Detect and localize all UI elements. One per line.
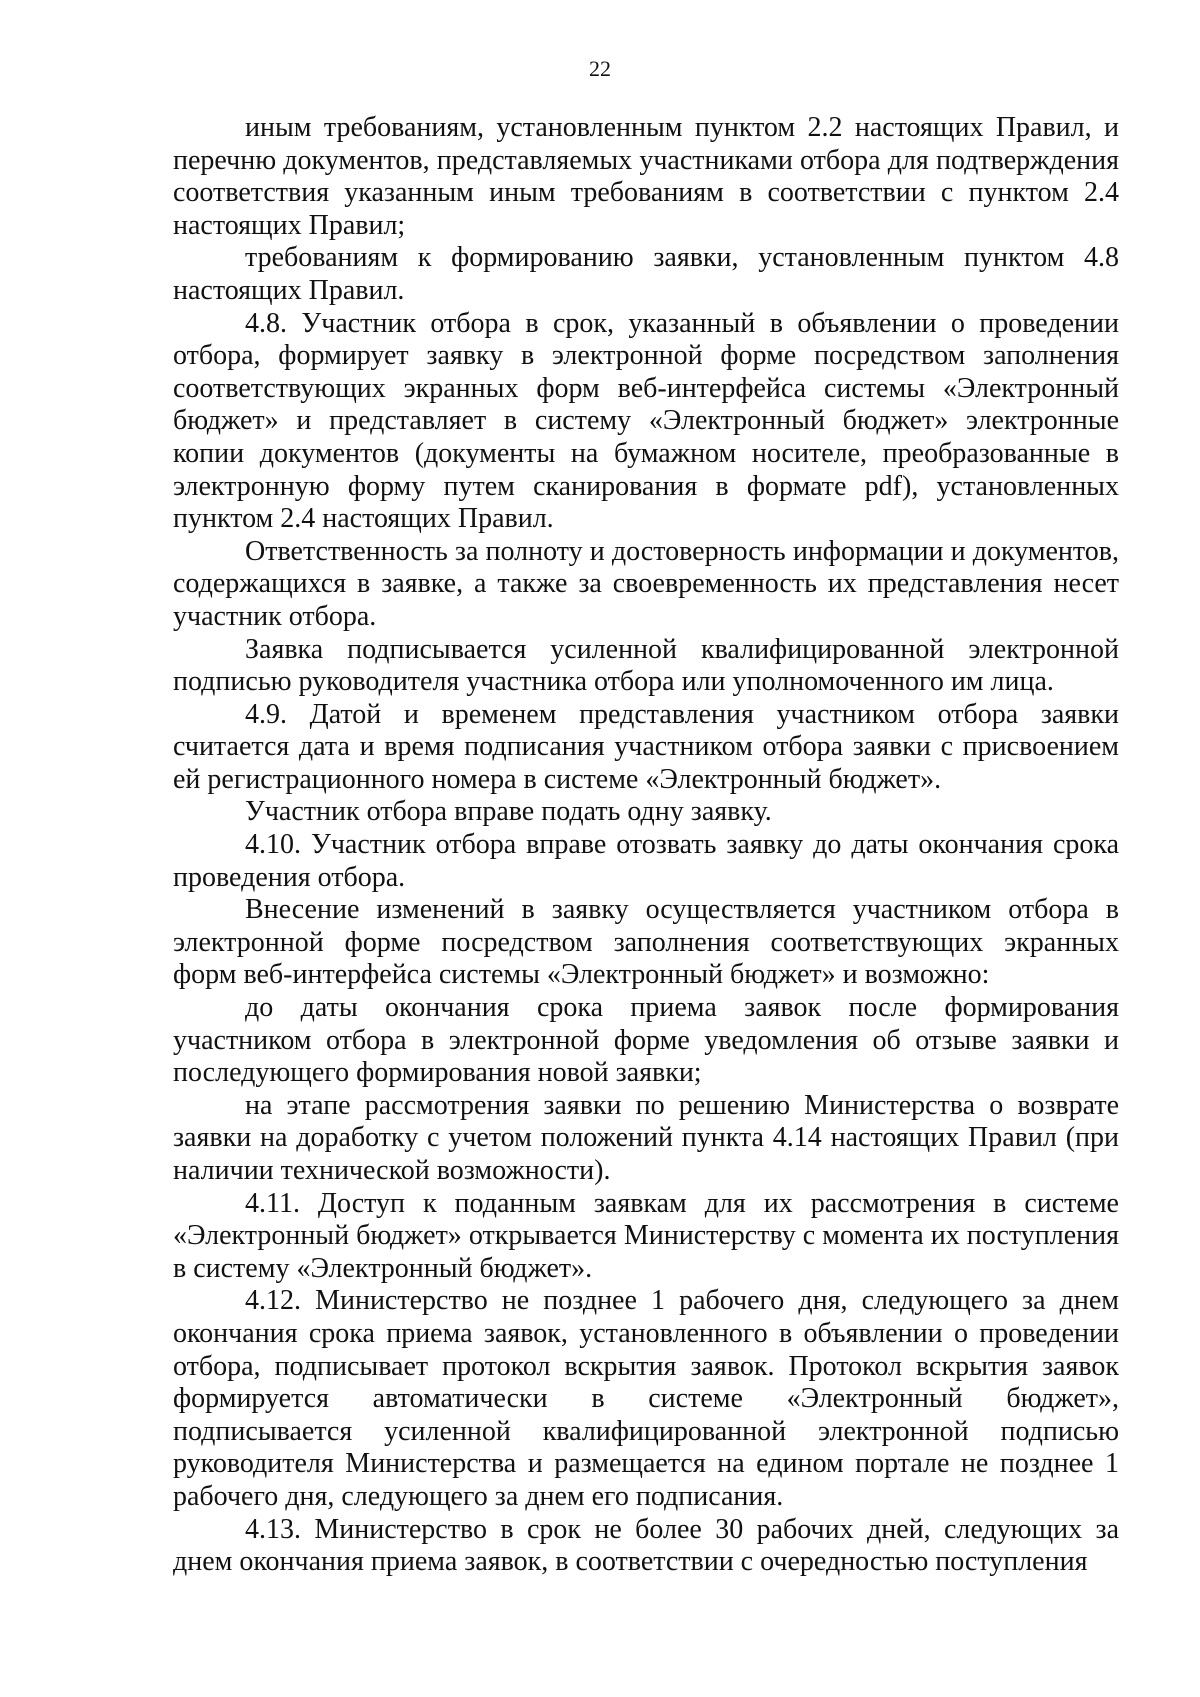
paragraph: Участник отбора вправе подать одну заявку. [245,796,772,828]
paragraph: на этапе рассмотрения заявки по решению Министерства о возврате заявки на доработку с учетом положений пункта 4.14 настоящих Правил (при наличии технической возможности). [173,1089,1119,1186]
paragraph: 4.9. Датой и временем представления участником отбора заявки считается дата и время подписания участником отбора заявки с присвоением ей регистрационного номера в системе «Электронный бюджет». [173,698,1119,795]
paragraph: 4.13. Министерство в срок не более 30 рабочих дней, следующих за днем окончания приема заявок, в соответствии с очередностью поступления [173,1513,1119,1578]
paragraph: 4.10. Участник отбора вправе отозвать заявку до даты окончания срока проведения отбора. [173,829,1119,893]
paragraph: иным требованиям, установленным пунктом 2.2 настоящих Правил, и перечню документов, представляемых участниками отбора для подтверждения соответствия указанным иным требованиям в соответствии с пунктом 2.4 настоящих Правил; [173,112,1119,241]
page-number: 22 [589,56,611,81]
paragraph: Внесение изменений в заявку осуществляется участником отбора в электронной форме посредством заполнения соответствующих экранных форм веб-интерфейса системы «Электронный бюджет» и возможно: [173,894,1119,991]
paragraph: Заявка подписывается усиленной квалифицированной электронной подписью руководителя участника отбора или уполномоченного им лица. [173,633,1119,698]
paragraph: Ответственность за полноту и достоверность информации и документов, содержащихся в заявке, а также за своевременность их представления несет участник отбора. [173,535,1119,632]
paragraph: требованиям к формированию заявки, установленным пунктом 4.8 настоящих Правил. [173,242,1119,306]
paragraph: 4.8. Участник отбора в срок, указанный в объявлении о проведении отбора, формирует заявку в электронной форме посредством заполнения соответствующих экранных форм веб-интерфейса системы «Электронный бюджет» и представляет в систему «Электронный бюджет» электронные копии документов (документы на бумажном носителе, преобразованные в электронную форму путем сканирования в формате pdf), установленных пунктом 2.4 настоящих Правил. [173,307,1119,535]
paragraph: до даты окончания срока приема заявок после формирования участником отбора в электронной форме уведомления об отзыве заявки и последующего формирования новой заявки; [173,992,1119,1089]
paragraph: 4.12. Министерство не позднее 1 рабочего дня, следующего за днем окончания срока приема заявок, установленного в объявлении о проведении отбора, подписывает протокол вскрытия заявок. Протокол вскрытия заявок формируется автоматически в системе «Электронный бюджет», подписывается усиленной квалифицированной электронной подписью руководителя Министерства и размещается на едином портале не позднее 1 рабочего дня, следующего за днем его подписания. [173,1285,1119,1512]
paragraph: 4.11. Доступ к поданным заявкам для их рассмотрения в системе «Электронный бюджет» открывается Министерству с момента их поступления в систему «Электронный бюджет». [173,1187,1119,1284]
document-body [173,112,1119,1579]
